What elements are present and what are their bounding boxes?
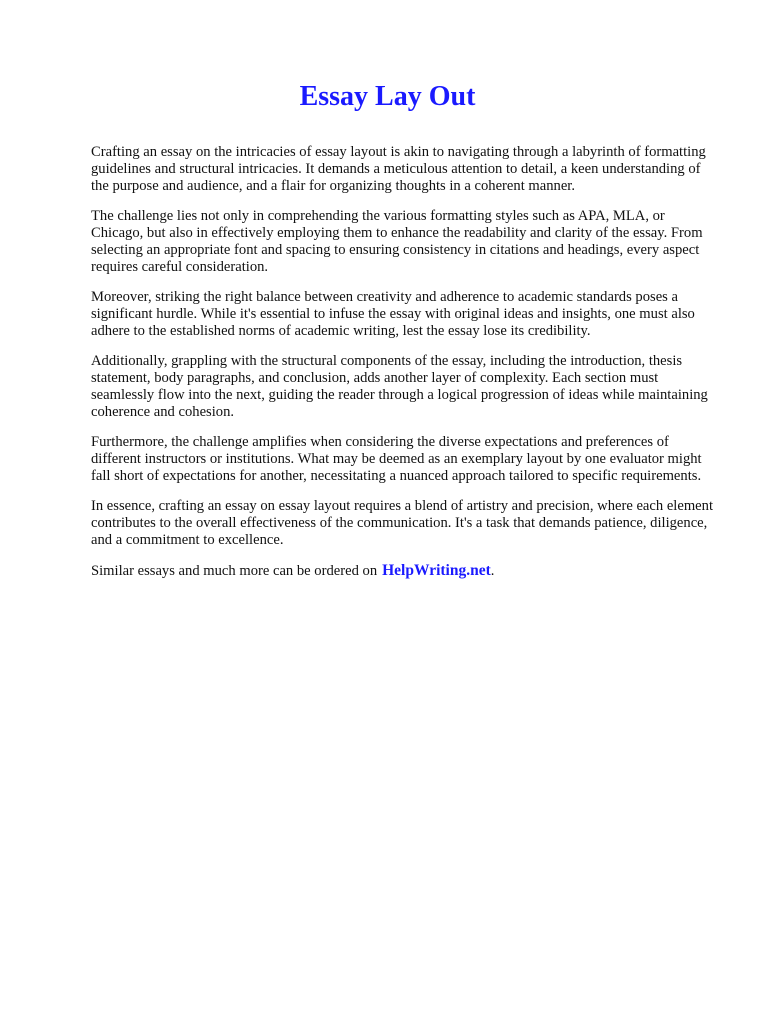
- paragraph-1: Crafting an essay on the intricacies of essay layout is akin to navigating through a labyrinth of formatting guidelines and structural intricacies. It demands a meticulous attention to detail, a keen understanding of the purpose and audience, and a flair for organizing thoughts in a coherent manner.: [91, 144, 706, 194]
- footer-line: [91, 562, 708, 580]
- page-title: Essay Lay Out: [299, 81, 476, 112]
- footer-suffix: .: [490, 563, 495, 579]
- paragraph-4: Additionally, grappling with the structural components of the essay, including the introduction, thesis statement, body paragraphs, and conclusion, adds another layer of complexity. Each section must seamlessly flow into the next, guiding the reader through a logical progression of ideas while maintaining coherence and cohesion.: [91, 353, 708, 420]
- paragraph-5: Furthermore, the challenge amplifies when considering the diverse expectations and preferences of different instructors or institutions. What may be deemed as an exemplary layout by one evaluator might fall short of expectations for another, necessitating a nuanced approach tailored to specific requirements.: [91, 434, 702, 484]
- paragraph-6: In essence, crafting an essay on essay layout requires a blend of artistry and precision, where each element contributes to the overall effectiveness of the communication. It's a task that demands patience, diligence, and a commitment to excellence.: [91, 498, 714, 548]
- footer-prefix: Similar essays and much more can be ordered on: [91, 563, 378, 579]
- paragraph-3: Moreover, striking the right balance between creativity and adherence to academic standards poses a significant hurdle. While it's essential to infuse the essay with original ideas and insights, one must also adhere to the established norms of academic writing, lest the essay lose its credibility.: [91, 289, 695, 339]
- paragraph-2: The challenge lies not only in comprehending the various formatting styles such as APA, MLA, or Chicago, but also in effectively employing them to enhance the readability and clarity of the essay. From selecting an appropriate font and spacing to ensuring consistency in citations and headings, every aspect requires careful consideration.: [91, 208, 703, 275]
- helpwriting-link[interactable]: HelpWriting.net: [382, 562, 491, 579]
